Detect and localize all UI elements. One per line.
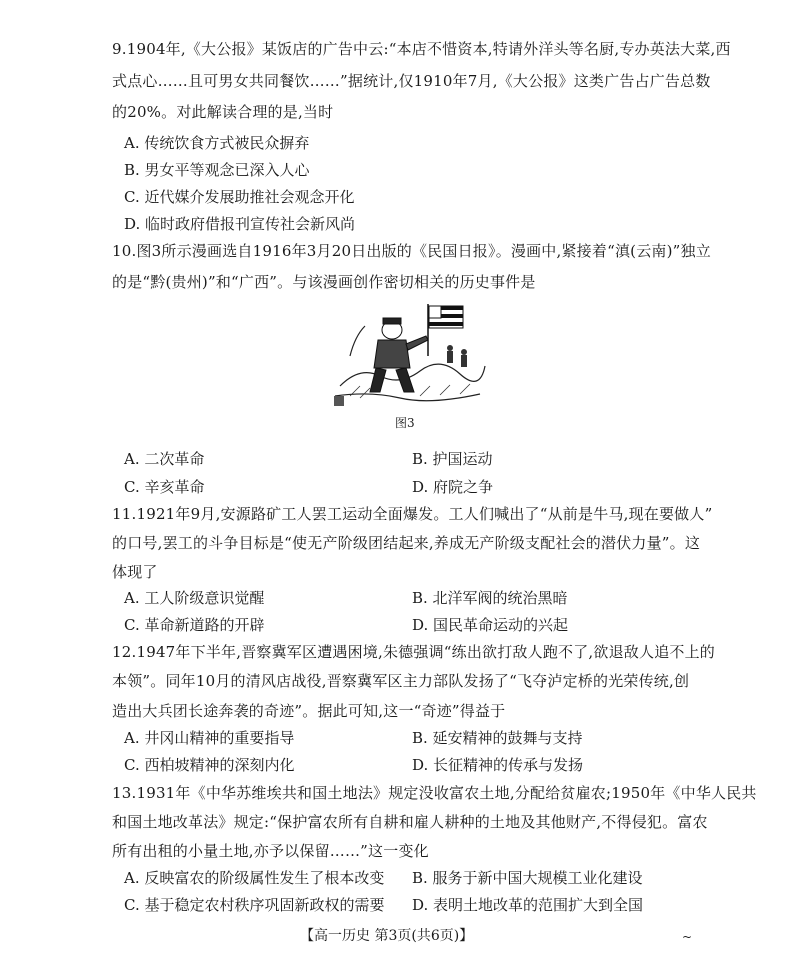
page-footer: 【高一历史 第3页(共6页)】 [300, 928, 474, 944]
question-12-line-3: 造出大兵团长途奔袭的奇迹”。据此可知,这一“奇迹”得益于 [112, 702, 506, 720]
cartoon-figure-image [330, 296, 490, 412]
question-9-line-2: 式点心……且可男女共同餐饮……”据统计,仅1910年7月,《大公报》这类广告占广告总数 [112, 72, 711, 90]
question-11-option-b: B. 北洋军阀的统治黑暗 [412, 589, 568, 607]
question-9-option-b: B. 男女平等观念已深入人心 [124, 161, 310, 179]
question-12-line-1: 12.1947年下半年,晋察冀军区遭遇困境,朱德强调“练出欲打敌人跑不了,欲退敌人追不上的 [112, 643, 716, 661]
question-10-option-b: B. 护国运动 [412, 450, 493, 468]
question-13-option-d: D. 表明土地改革的范围扩大到全国 [412, 896, 644, 914]
question-13-line-2: 和国土地改革法》规定:“保护富农所有自耕和雇人耕种的土地及其他财产,不得侵犯。富农 [112, 813, 708, 831]
question-11-option-d: D. 国民革命运动的兴起 [412, 616, 569, 634]
corner-mark: ~ [682, 930, 693, 944]
question-10-option-a: A. 二次革命 [124, 450, 205, 468]
question-10-line-1: 10.图3所示漫画选自1916年3月20日出版的《民国日报》。漫画中,紧接着“滇(云南)”独立 [112, 242, 711, 260]
question-12-line-2: 本领”。同年10月的清风店战役,晋察冀军区主力部队发扬了“飞夺泸定桥的光荣传统,创 [112, 672, 690, 690]
question-13-option-c: C. 基于稳定农村秩序巩固新政权的需要 [124, 896, 385, 914]
question-12-option-a: A. 井冈山精神的重要指导 [124, 729, 295, 747]
question-13-option-b: B. 服务于新中国大规模工业化建设 [412, 869, 643, 887]
question-11-option-c: C. 革命新道路的开辟 [124, 616, 265, 634]
question-12-option-b: B. 延安精神的鼓舞与支持 [412, 729, 583, 747]
question-11-option-a: A. 工人阶级意识觉醒 [124, 589, 265, 607]
question-9-line-3: 的20%。对此解读合理的是,当时 [112, 103, 334, 121]
question-11-line-1: 11.1921年9月,安源路矿工人罢工运动全面爆发。工人们喊出了“从前是牛马,现在要做人” [112, 505, 713, 523]
question-9-option-a: A. 传统饮食方式被民众摒弃 [124, 134, 310, 152]
question-11-line-3: 体现了 [112, 563, 158, 581]
question-10-line-2: 的是“黔(贵州)”和“广西”。与该漫画创作密切相关的历史事件是 [112, 273, 536, 291]
question-11-line-2: 的口号,罢工的斗争目标是“使无产阶级团结起来,养成无产阶级支配社会的潜伏力量”。这 [112, 534, 701, 552]
question-10-option-c: C. 辛亥革命 [124, 478, 205, 496]
question-10-option-d: D. 府院之争 [412, 478, 494, 496]
figure-caption: 图3 [395, 416, 415, 430]
question-12-option-c: C. 西柏坡精神的深刻内化 [124, 756, 295, 774]
question-12-option-d: D. 长征精神的传承与发扬 [412, 756, 584, 774]
question-9-line-1: 9.1904年,《大公报》某饭店的广告中云:“本店不惜资本,特请外洋头等名厨,专办英法大菜,西 [112, 40, 731, 58]
question-13-line-1: 13.1931年《中华苏维埃共和国土地法》规定没收富农土地,分配给贫雇农;1950年《中华人民共 [112, 784, 757, 802]
question-13-option-a: A. 反映富农的阶级属性发生了根本改变 [124, 869, 385, 887]
question-9-option-c: C. 近代媒介发展助推社会观念开化 [124, 188, 355, 206]
question-13-line-3: 所有出租的小量土地,亦予以保留……”这一变化 [112, 842, 429, 860]
question-9-option-d: D. 临时政府借报刊宣传社会新风尚 [124, 215, 356, 233]
